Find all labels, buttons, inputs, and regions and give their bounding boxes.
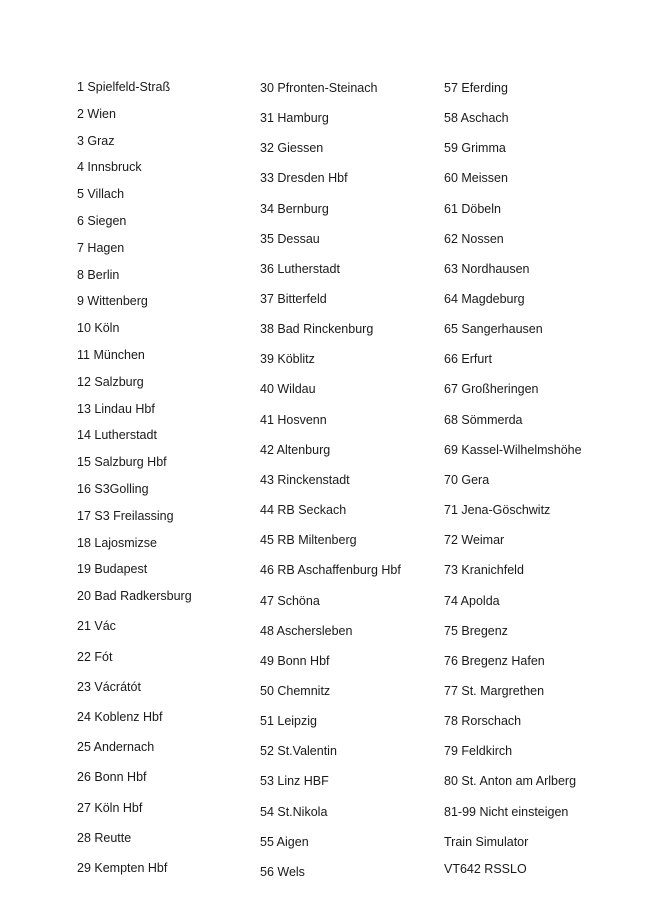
list-item: 69 Kassel-Wilhelmshöhe [444,443,582,457]
list-item: 24 Koblenz Hbf [77,710,163,724]
list-item: 60 Meissen [444,171,508,185]
list-item: 49 Bonn Hbf [260,654,330,668]
list-item: 68 Sömmerda [444,413,523,427]
list-item: 70 Gera [444,473,490,487]
list-item: 73 Kranichfeld [444,563,524,577]
list-item: 41 Hosvenn [260,413,327,427]
list-item: 37 Bitterfeld [260,292,327,306]
list-item: 77 St. Margrethen [444,684,545,698]
list-item: 74 Apolda [444,594,500,608]
list-item: 10 Köln [77,321,120,335]
list-item: 50 Chemnitz [260,684,331,698]
list-item: 75 Bregenz [444,624,508,638]
list-item: 76 Bregenz Hafen [444,654,545,668]
list-item: 6 Siegen [77,214,127,228]
list-item: 1 Spielfeld-Straß [77,80,171,94]
list-item: 17 S3 Freilassing [77,509,174,523]
list-item: 34 Bernburg [260,202,329,216]
list-item: 27 Köln Hbf [77,801,143,815]
list-item: 45 RB Miltenberg [260,533,357,547]
list-item: 62 Nossen [444,232,504,246]
list-item: 9 Wittenberg [77,294,148,308]
list-item: 40 Wildau [260,382,316,396]
list-item: 5 Villach [77,187,125,201]
list-item: 58 Aschach [444,111,509,125]
list-item: 71 Jena-Göschwitz [444,503,551,517]
list-item: 57 Eferding [444,81,508,95]
list-item: 26 Bonn Hbf [77,770,147,784]
list-item: 23 Vácrátót [77,680,141,694]
list-item: 48 Aschersleben [260,624,353,638]
list-item: 54 St.Nikola [260,805,328,819]
list-item: 30 Pfronten-Steinach [260,81,378,95]
list-item: 33 Dresden Hbf [260,171,348,185]
list-item: 3 Graz [77,134,115,148]
list-item: 19 Budapest [77,562,148,576]
list-item: 43 Rinckenstadt [260,473,350,487]
list-item: 13 Lindau Hbf [77,402,155,416]
list-item: 18 Lajosmizse [77,536,157,550]
list-item: 66 Erfurt [444,352,492,366]
list-item: 61 Döbeln [444,202,501,216]
list-item: 14 Lutherstadt [77,428,157,442]
list-item: 42 Altenburg [260,443,331,457]
list-item: 36 Lutherstadt [260,262,340,276]
list-item: 55 Aigen [260,835,309,849]
list-item: 16 S3Golling [77,482,149,496]
list-item: 12 Salzburg [77,375,144,389]
list-item: 72 Weimar [444,533,505,547]
list-item: Train Simulator [444,835,529,849]
list-item: 20 Bad Radkersburg [77,589,192,603]
list-item: 67 Großheringen [444,382,539,396]
list-item: 46 RB Aschaffenburg Hbf [260,563,401,577]
list-item: VT642 RSSLO [444,862,527,876]
list-item: 31 Hamburg [260,111,329,125]
list-item: 21 Vác [77,619,116,633]
list-item: 53 Linz HBF [260,774,329,788]
list-item: 15 Salzburg Hbf [77,455,167,469]
list-item: 63 Nordhausen [444,262,530,276]
list-item: 51 Leipzig [260,714,317,728]
list-item: 81-99 Nicht einsteigen [444,805,569,819]
list-item: 47 Schöna [260,594,320,608]
list-item: 35 Dessau [260,232,320,246]
list-item: 28 Reutte [77,831,132,845]
list-item: 59 Grimma [444,141,506,155]
list-item: 22 Fót [77,650,113,664]
list-item: 2 Wien [77,107,116,121]
list-item: 32 Giessen [260,141,324,155]
list-item: 29 Kempten Hbf [77,861,168,875]
list-item: 39 Köblitz [260,352,315,366]
list-item: 7 Hagen [77,241,125,255]
list-item: 25 Andernach [77,740,155,754]
list-item: 79 Feldkirch [444,744,513,758]
list-item: 78 Rorschach [444,714,522,728]
list-item: 52 St.Valentin [260,744,337,758]
list-item: 56 Wels [260,865,305,879]
list-item: 8 Berlin [77,268,120,282]
list-item: 4 Innsbruck [77,160,142,174]
list-item: 80 St. Anton am Arlberg [444,774,577,788]
list-item: 38 Bad Rinckenburg [260,322,374,336]
list-item: 11 München [77,348,145,362]
list-item: 44 RB Seckach [260,503,347,517]
list-item: 64 Magdeburg [444,292,525,306]
list-item: 65 Sangerhausen [444,322,543,336]
